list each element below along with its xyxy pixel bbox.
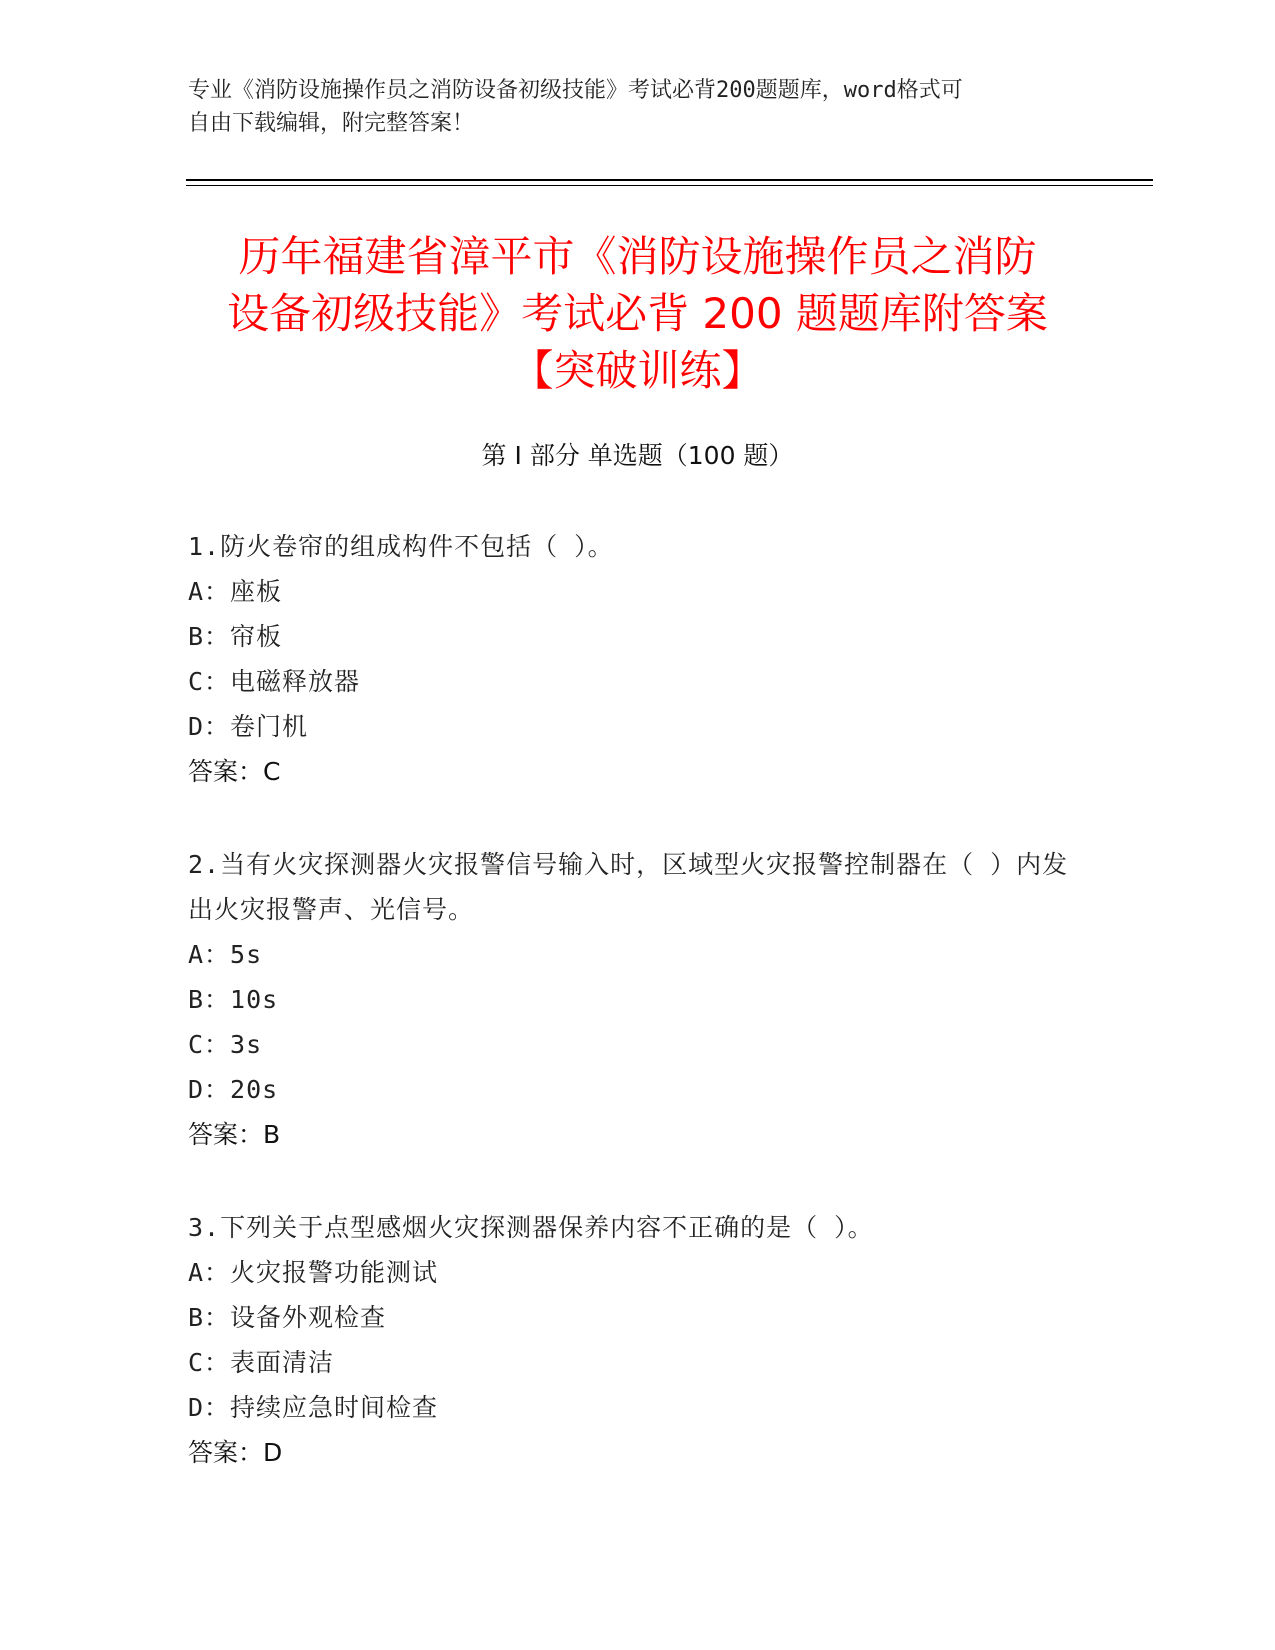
option-a: A：5s: [188, 940, 263, 969]
header-divider-thin: [186, 185, 1153, 186]
document-title-line-1: 历年福建省漳平市《消防设施操作员之消防: [238, 232, 1037, 281]
document-title-line-3: 【突破训练】: [511, 346, 764, 395]
option-d: D：20s: [188, 1075, 279, 1104]
option-b: B：设备外观检查: [188, 1303, 387, 1332]
option-d: D：卷门机: [188, 712, 309, 741]
header-note: [188, 74, 1088, 140]
header-divider-thick: [186, 179, 1153, 181]
answer-label: 答案：C: [188, 757, 281, 786]
question-1: [188, 524, 1088, 794]
question-3: [188, 1205, 1088, 1475]
question-stem: 3.下列关于点型感烟火灾探测器保养内容不正确的是（ ）。: [188, 1213, 874, 1242]
answer-label: 答案：B: [188, 1120, 281, 1149]
section-heading: 第 I 部分 单选题（100 题）: [481, 441, 794, 470]
question-stem: 1.防火卷帘的组成构件不包括（ ）。: [188, 532, 614, 561]
option-a: A：座板: [188, 577, 283, 606]
answer-label: 答案：D: [188, 1438, 283, 1467]
document-title-line-2: 设备初级技能》考试必背 200 题题库附答案: [227, 289, 1048, 338]
option-b: B：帘板: [188, 622, 283, 651]
option-c: C：电磁释放器: [188, 667, 361, 696]
option-c: C：表面清洁: [188, 1348, 335, 1377]
header-note-line-2: 自由下载编辑，附完整答案！: [188, 111, 475, 136]
question-stem: 2.当有火灾探测器火灾报警信号输入时，区域型火灾报警控制器在（ ）内发出火灾报警声、光信号。: [188, 850, 1069, 924]
question-2: [188, 842, 1088, 1157]
header-note-line-1: 专业《消防设施操作员之消防设备初级技能》考试必背200题题库，word格式可: [188, 78, 963, 103]
option-a: A：火灾报警功能测试: [188, 1258, 439, 1287]
document-title: [150, 228, 1125, 399]
option-d: D：持续应急时间检查: [188, 1393, 439, 1422]
option-b: B：10s: [188, 985, 279, 1014]
option-c: C：3s: [188, 1030, 263, 1059]
